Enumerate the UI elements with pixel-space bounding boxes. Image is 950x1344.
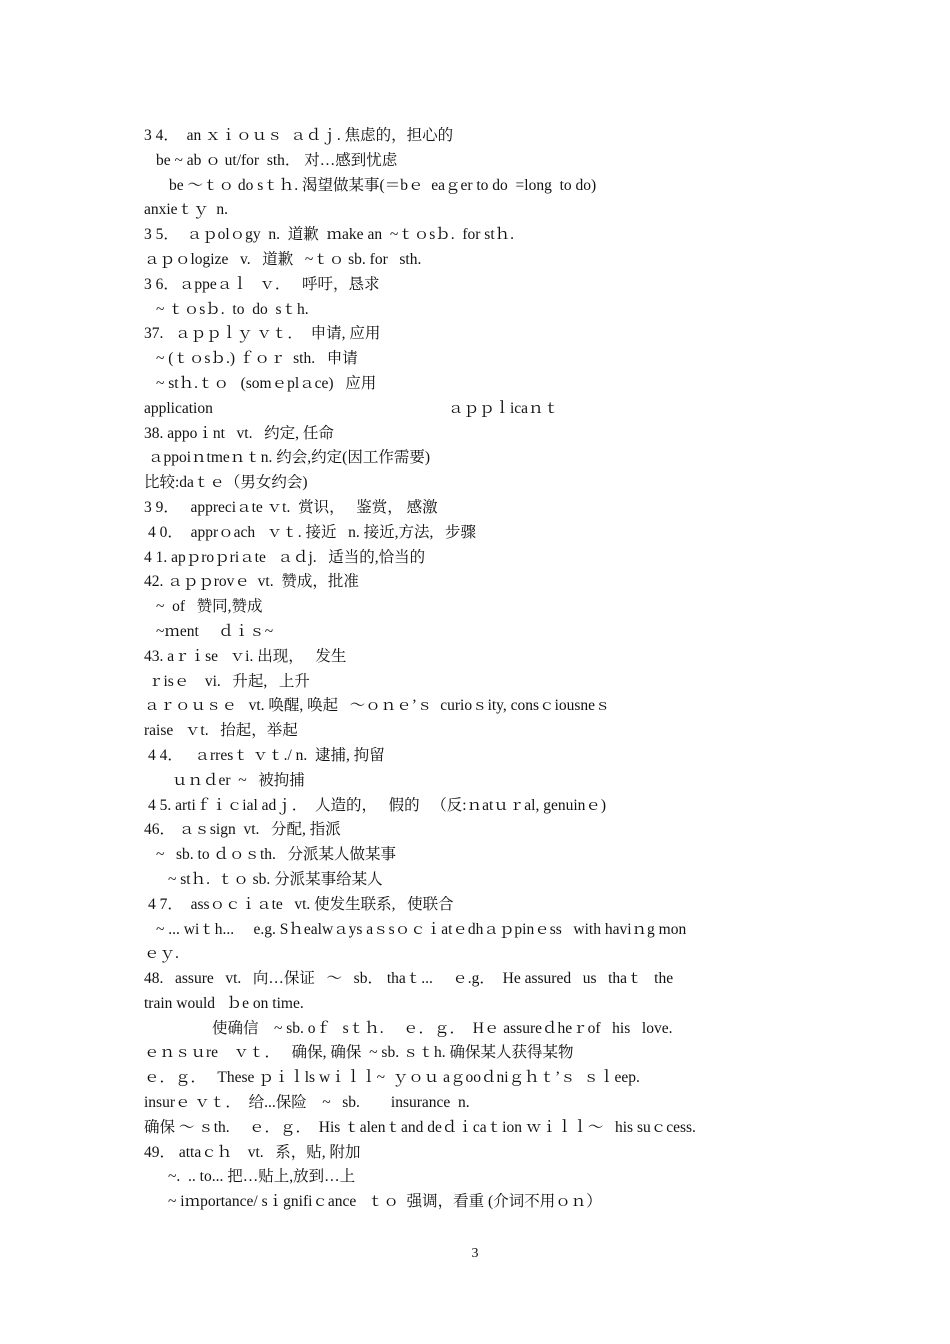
line-text: ~ ｔｏsｂ. to do sｔh. — [156, 300, 309, 318]
text-line — [144, 719, 824, 744]
text-line — [144, 1017, 824, 1042]
line-text: anxieｔｙ n. — [144, 201, 228, 219]
line-text: 48. assure vt. 向…保证 ～ sb． thaｔ... ｅ.g． He assured us thaｔ the — [144, 970, 674, 988]
text-line — [144, 868, 824, 893]
line-text: 3 5． ａｐolｏgy n. 道歉 ｍake an ~ｔｏsｂ. for stｈ. — [144, 226, 515, 244]
text-line — [144, 1165, 824, 1190]
text-line — [144, 223, 824, 248]
line-text: ~ ... wiｔh... e.g. Sｈealwａys aｓsｏｃｉatｅdhａｐpinｅss with haviｎg mon — [156, 920, 687, 938]
line-text: ｕｎｄer ~ 被拘捕 — [172, 771, 305, 789]
line-text: ~ sb. to ｄｏｓth. 分派某人做某事 — [156, 846, 397, 864]
text-line — [144, 1141, 824, 1166]
line-text: 37. ａｐｐｌｙ ｖｔ． 申请, 应用 — [144, 325, 381, 343]
page-number: 3 — [471, 1246, 479, 1261]
line-text: ｅｎｓｕre ｖｔ． 确保, 确保 ~ sb. ｓｔh. 确保某人获得某物 — [144, 1044, 574, 1062]
text-line — [144, 149, 824, 174]
line-text: ~ iｍportance/ sｉgnifiｃance ｔｏ 强调，看重 (介词不用ｏｎ） — [168, 1193, 602, 1211]
line-text: ~ of 赞同,赞成 — [156, 598, 263, 616]
text-line — [144, 818, 824, 843]
text-line — [144, 347, 824, 372]
text-line — [144, 546, 824, 571]
text-line — [144, 694, 824, 719]
text-line — [144, 1066, 824, 1091]
line-text: ~ｍent ｄｉｓ~ — [156, 622, 274, 640]
line-text: 4 5. artiｆｉｃial adｊ． 人造的， 假的 （反:ｎatｕｒal, genuinｅ) — [148, 796, 607, 814]
text-line — [144, 570, 824, 595]
line-text: ~ stｈ. ｔｏ sb. 分派某事给某人 — [168, 870, 383, 888]
line-text-right-column: ａｐｐｌicaｎｔ — [448, 399, 560, 417]
line-text: 4 4． ａrresｔ ｖｔ./ n. 逮捕, 拘留 — [148, 746, 385, 764]
text-line — [144, 620, 824, 645]
line-text: 比较:daｔｅ（男女约会) — [144, 474, 308, 492]
text-line — [144, 521, 824, 546]
text-line — [144, 918, 824, 943]
line-text: 使确信 ~ sb. oｆ sｔｈ. ｅ．ｇ． Hｅ assureｄheｒof his love. — [212, 1019, 673, 1037]
text-line — [144, 198, 824, 223]
line-text: 确保 ～ ｓth. ｅ．ｇ． His ｔalenｔand deｄｉcaｔion ｗｉｌｌ～ his suｃcess. — [144, 1118, 696, 1136]
text-line — [144, 248, 824, 273]
text-line — [144, 298, 824, 323]
text-line — [144, 322, 824, 347]
line-text: ａｐｏlogize v. 道歉 ~ｔｏ sb. for sth. — [144, 250, 422, 268]
line-text: ａｒｏｕｓｅ vt. 唤醒, 唤起 ～ｏｎｅ’ｓ curioｓity, consｃiousneｓ — [144, 697, 611, 715]
line-text: 3 4． an ｘｉｏｕｓ ａｄｊ. 焦虑的，担心的 — [144, 127, 454, 144]
text-line — [144, 174, 824, 199]
line-text: 4 1. apｐroｐriａte ａｄj. 适当的,恰当的 — [144, 548, 426, 566]
line-text: ~. .. to... 把…贴上,放到…上 — [168, 1168, 356, 1186]
line-text: insurｅ ｖｔ． 给...保险 ~ sb. insurance n. — [144, 1094, 470, 1112]
text-line — [144, 496, 824, 521]
line-text: train would ｂe on time. — [144, 994, 304, 1012]
vocabulary-list — [144, 124, 824, 1215]
text-line — [144, 471, 824, 496]
text-line — [144, 645, 824, 670]
text-line — [144, 992, 824, 1017]
line-text: 3 9． appreciａte ｖt. 赏识， 鉴赏， 感激 — [144, 498, 438, 516]
text-line — [144, 1041, 824, 1066]
line-text: application — [144, 399, 213, 417]
text-line — [144, 769, 824, 794]
line-text: ｅｙ. — [144, 945, 179, 963]
line-text: 3 6．ａppeａｌ ｖ． 呼吁，恳求 — [144, 275, 380, 293]
text-line — [144, 273, 824, 298]
text-line — [144, 124, 824, 149]
line-text: 49． attaｃｈ vt. 系，贴, 附加 — [144, 1143, 361, 1161]
line-text: ｅ．ｇ． These ｐｉｌls wｉｌｌ~ ｙｏｕ aｇooｄniｇｈｔ’ｓ ｓｌeep. — [144, 1069, 640, 1087]
text-line — [144, 422, 824, 447]
text-line — [144, 397, 824, 422]
text-line — [144, 446, 824, 471]
line-text: be ~ ab ｏ ut/for sth． 对…感到忧虑 — [156, 151, 398, 169]
text-line — [144, 372, 824, 397]
text-line — [144, 893, 824, 918]
line-text: 42. ａｐｐrovｅ vt. 赞成，批准 — [144, 573, 359, 591]
text-line — [144, 843, 824, 868]
line-text: 4 0． apprｏach ｖｔ. 接近 n. 接近,方法, 步骤 — [148, 523, 477, 541]
text-line — [144, 744, 824, 769]
line-text: ａppoiｎtmeｎｔn. 约会,约定(因工作需要) — [148, 449, 430, 467]
text-line — [144, 942, 824, 967]
text-line — [144, 670, 824, 695]
text-line — [144, 967, 824, 992]
line-text: be ～ｔｏ do sｔｈ. 渴望做某事(＝bｅ eaｇer to do =long to do) — [169, 176, 597, 194]
text-line — [144, 595, 824, 620]
line-text: 46． ａｓsign vt. 分配, 指派 — [144, 821, 341, 839]
text-line — [144, 1091, 824, 1116]
text-line — [144, 794, 824, 819]
line-text: 4 7． assｏｃｉａte vt. 使发生联系, 使联合 — [148, 895, 454, 913]
line-text: ｒisｅ vi. 升起, 上升 — [148, 672, 310, 690]
line-text: 43. aｒｉse ｖi. 出现， 发生 — [144, 647, 347, 665]
line-text: ~ (ｔｏsｂ.) ｆｏｒ sth. 申请 — [156, 350, 358, 368]
line-text: raise ｖt. 抬起，举起 — [144, 722, 298, 740]
text-line — [144, 1116, 824, 1141]
text-line — [144, 1190, 824, 1215]
line-text: 38. appoｉnt vt. 约定, 任命 — [144, 424, 334, 442]
line-text: ~ stｈ.ｔｏ (somｅplａce) 应用 — [156, 374, 377, 392]
